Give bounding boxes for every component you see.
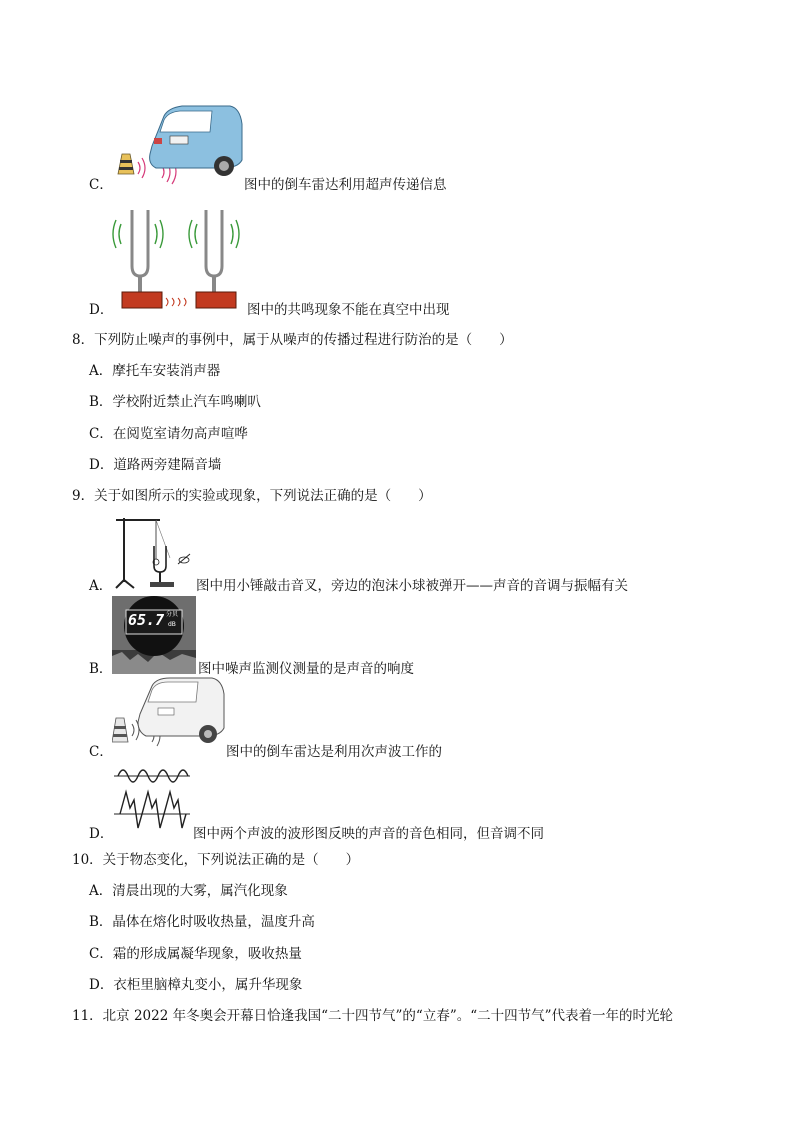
q9-option-c-text: 图中的倒车雷达是利用次声波工作的 <box>226 744 442 760</box>
q9-option-d-text: 图中两个声波的波形图反映的声音的音色相同，但音调不同 <box>193 826 544 842</box>
q7-tuning-fork-resonance-figure <box>112 206 246 312</box>
q9-option-a-label: A． <box>89 578 113 594</box>
noise-meter-unit-top: 分贝 <box>166 611 179 618</box>
q9-car-radar-figure <box>112 676 226 752</box>
q7-car-radar-figure <box>112 102 244 186</box>
q8-option-d: D．道路两旁建隔音墙 <box>89 457 222 473</box>
q9-option-b-label: B． <box>89 661 113 677</box>
q9-noise-meter-figure <box>112 596 196 674</box>
noise-meter-reading: 65.7 <box>128 611 165 629</box>
q11-stem: 11．北京 2022 年冬奥会开幕日恰逢我国“二十四节气”的“立春”。“二十四节气”代表着一年的时光轮 <box>72 1008 674 1024</box>
q10-option-c: C．霜的形成属凝华现象，吸收热量 <box>89 946 302 962</box>
q9-stem: 9．关于如图所示的实验或现象，下列说法正确的是（ ） <box>72 488 432 504</box>
q9-option-d-label: D． <box>89 826 114 842</box>
q10-option-d: D．衣柜里脑樟丸变小，属升华现象 <box>89 977 303 993</box>
q10-stem: 10．关于物态变化，下列说法正确的是（ ） <box>72 852 360 868</box>
q8-option-c: C．在阅览室请勿高声喧哗 <box>89 426 248 442</box>
q8-stem: 8．下列防止噪声的事例中，属于从噪声的传播过程进行防治的是（ ） <box>72 332 513 348</box>
q7-option-c-label: C． <box>89 177 113 193</box>
q10-option-a: A．清晨出现的大雾，属汽化现象 <box>89 883 288 899</box>
q9-tuning-fork-pendulum-figure <box>112 510 196 594</box>
q9-option-b-text: 图中噪声监测仪测量的是声音的响度 <box>198 661 414 677</box>
q9-option-a-text: 图中用小锤敲击音叉，旁边的泡沫小球被弹开——声音的音调与振幅有关 <box>196 578 628 594</box>
noise-meter-unit-bottom: dB <box>168 621 176 628</box>
q8-option-a: A．摩托车安装消声器 <box>89 363 221 379</box>
q9-option-c-label: C． <box>89 744 113 760</box>
q9-waveform-figure <box>114 762 190 838</box>
q7-option-d-label: D． <box>89 302 114 318</box>
q7-option-c-text: 图中的倒车雷达利用超声传递信息 <box>244 177 447 193</box>
q8-option-b: B．学校附近禁止汽车鸣喇叭 <box>89 394 261 410</box>
q7-option-d-text: 图中的共鸣现象不能在真空中出现 <box>247 302 450 318</box>
q10-option-b: B．晶体在熔化时吸收热量，温度升高 <box>89 914 315 930</box>
